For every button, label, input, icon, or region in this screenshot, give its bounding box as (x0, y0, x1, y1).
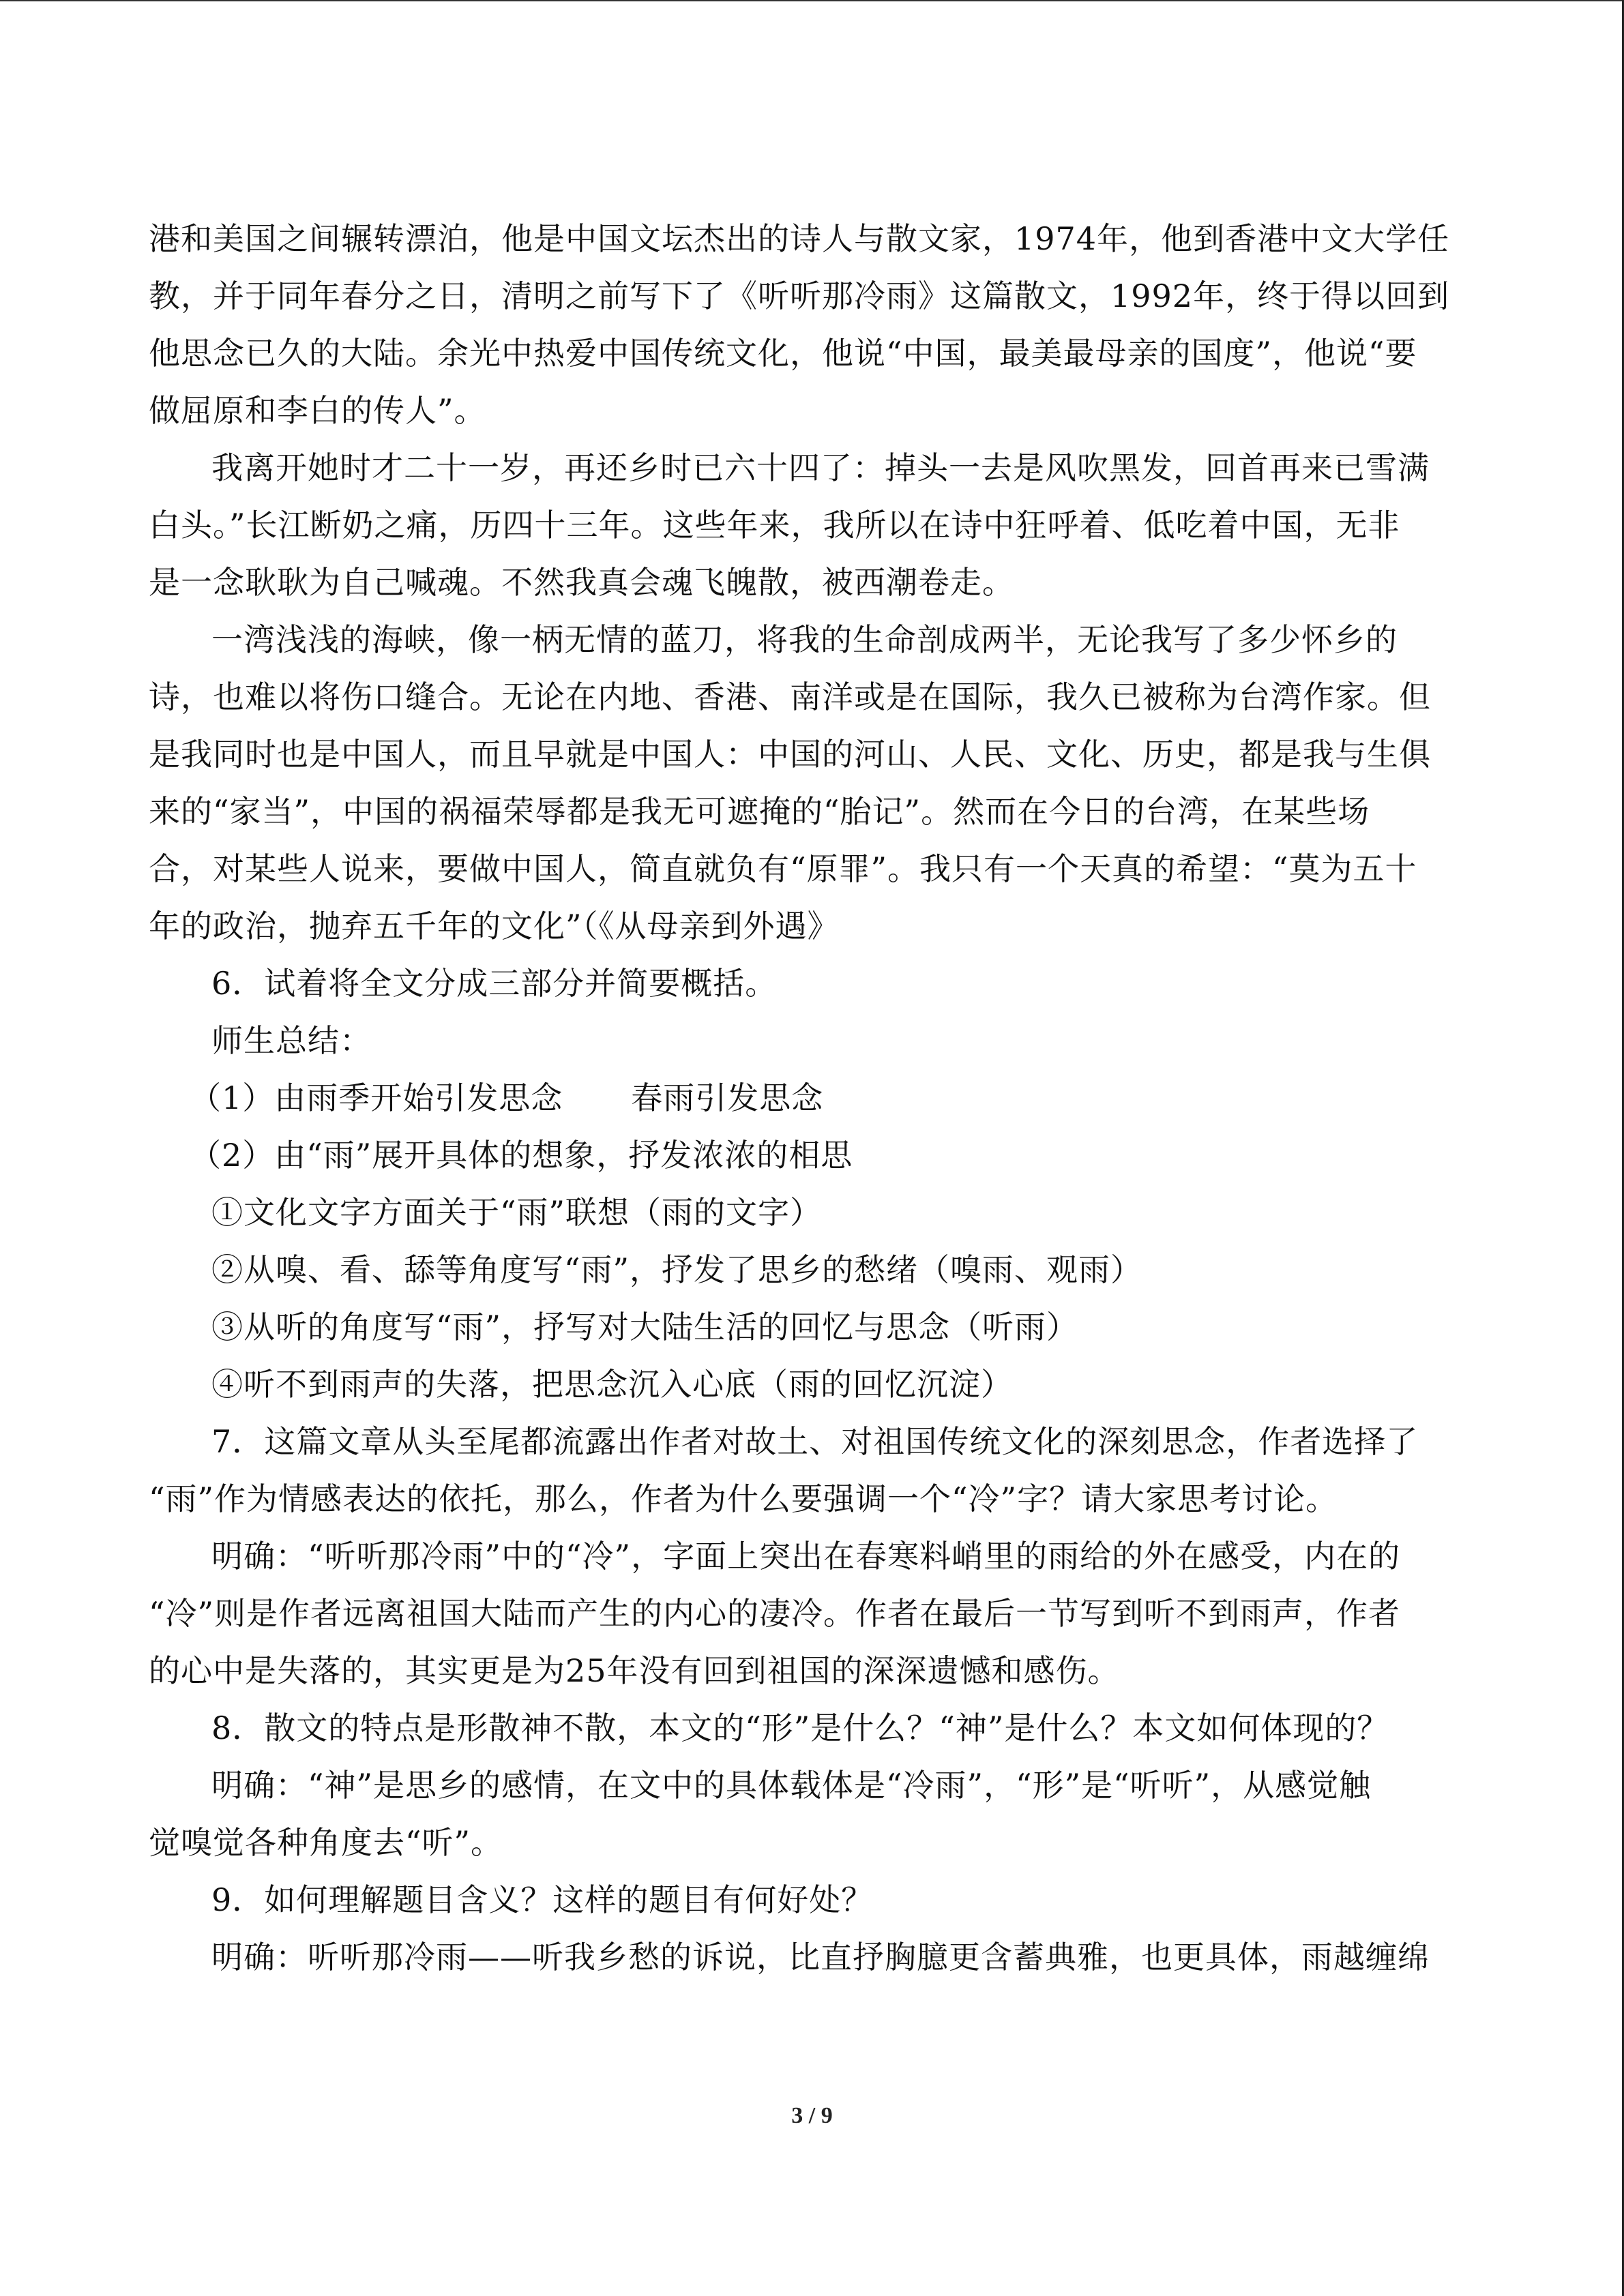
summary-label: 师生总结： (211, 1022, 372, 1059)
answer-7-line-1: 明确：“听听那冷雨”中的“冷”，字面上突出在春寒料峭里的雨给的外在感受，内在的 (211, 1538, 1401, 1575)
part-1-label: （1）由雨季开始引发思念 (190, 1079, 563, 1116)
quote2-line-3: 是我同时也是中国人，而且早就是中国人：中国的河山、人民、文化、历史，都是我与生俱 (149, 736, 1431, 773)
sub-item-4: ④听不到雨声的失落，把思念沉入心底（雨的回忆沉淀） (211, 1366, 1013, 1403)
question-7-line-2: “雨”作为情感表达的依托，那么，作者为什么要强调一个“冷”字？请大家思考讨论。 (149, 1480, 1338, 1517)
intro-line-3: 他思念已久的大陆。余光中热爱中国传统文化，他说“中国，最美最母亲的国度”，他说“要 (149, 335, 1417, 372)
answer-8-line-2: 觉嗅觉各种角度去“听”。 (149, 1824, 503, 1861)
question-9: 9．如何理解题目含义？这样的题目有何好处？ (211, 1881, 874, 1918)
intro-line-1: 港和美国之间辗转漂泊，他是中国文坛杰出的诗人与散文家，1974年，他到香港中文大学任 (149, 220, 1450, 257)
sub-item-1: ①文化文字方面关于“雨”联想（雨的文字） (211, 1194, 823, 1231)
part-1-item (149, 1069, 1479, 1127)
quote2-line-2: 诗，也难以将伤口缝合。无论在内地、香港、南洋或是在国际，我久已被称为台湾作家。但 (149, 679, 1431, 715)
answer-9-line-1: 明确：听听那冷雨——听我乡愁的诉说，比直抒胸臆更含蓄典雅，也更具体，雨越缠绵 (211, 1939, 1430, 1976)
question-7-line-1: 7．这篇文章从头至尾都流露出作者对故土、对祖国传统文化的深刻思念，作者选择了 (211, 1423, 1419, 1460)
sub-item-2: ②从嗅、看、舔等角度写“雨”，抒发了思乡的愁绪（嗅雨、观雨） (211, 1251, 1143, 1288)
quote2-line-5: 合，对某些人说来，要做中国人，简直就负有“原罪”。我只有一个天真的希望：“莫为五十 (149, 850, 1417, 887)
question-8: 8．散文的特点是形散神不散，本文的“形”是什么？“神”是什么？本文如何体现的？ (211, 1710, 1389, 1746)
answer-7-line-2: “冷”则是作者远离祖国大陆而产生的内心的凄冷。作者在最后一节写到听不到雨声，作者 (149, 1595, 1401, 1632)
intro-line-4: 做屈原和李白的传人”。 (149, 392, 486, 429)
answer-7-line-3: 的心中是失落的，其实更是为25年没有回到祖国的深深遗憾和感伤。 (149, 1652, 1120, 1689)
quote1-line-1: 我离开她时才二十一岁，再还乡时已六十四了：掉头一去是风吹黑发，回首再来已雪满 (211, 449, 1430, 486)
part-1-note: 春雨引发思念 (631, 1079, 824, 1116)
page-body (149, 210, 1479, 1986)
question-6: 6．试着将全文分成三部分并简要概括。 (211, 965, 778, 1002)
quote1-line-3: 是一念耿耿为自己喊魂。不然我真会魂飞魄散，被西潮卷走。 (149, 564, 1014, 601)
sub-item-3: ③从听的角度写“雨”，抒写对大陆生活的回忆与思念（听雨） (211, 1309, 1079, 1345)
answer-8-line-1: 明确：“神”是思乡的感情，在文中的具体载体是“冷雨”，“形”是“听听”，从感觉触 (211, 1767, 1372, 1804)
quote1-line-2: 白头。”长江断奶之痛，历四十三年。这些年来，我所以在诗中狂呼着、低吃着中国，无非 (149, 507, 1400, 543)
intro-line-2: 教，并于同年春分之日，清明之前写下了《听听那冷雨》这篇散文，1992年，终于得以回到 (149, 278, 1450, 314)
page-number: 3 / 9 (791, 2103, 833, 2128)
quote2-line-6: 年的政治，抛弃五千年的文化”（《从母亲到外遇》 (149, 908, 840, 944)
quote2-line-1: 一湾浅浅的海峡，像一柄无情的蓝刀，将我的生命剖成两半，无论我写了多少怀乡的 (211, 621, 1398, 658)
part-2-item: （2）由“雨”展开具体的想象，抒发浓浓的相思 (190, 1137, 853, 1174)
top-border-line (0, 0, 1624, 1)
quote2-line-4: 来的“家当”，中国的祸福荣辱都是我无可遮掩的“胎记”。然而在今日的台湾，在某些场 (149, 793, 1370, 830)
